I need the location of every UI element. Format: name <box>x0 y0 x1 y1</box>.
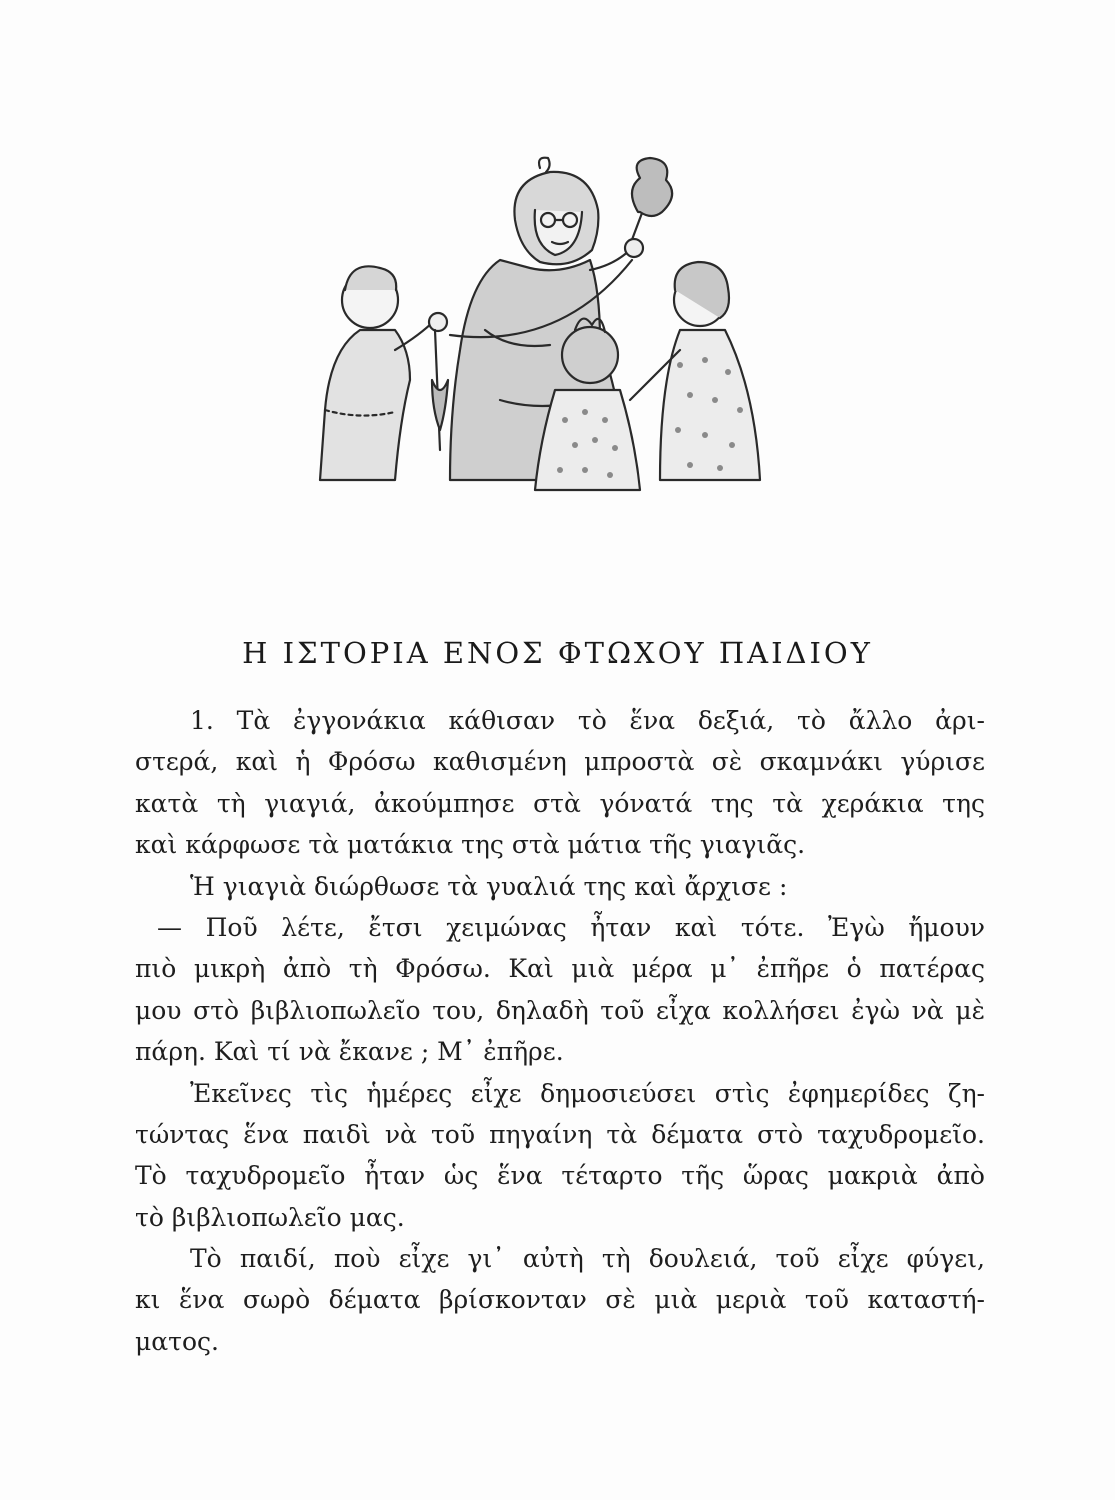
text-line: τὸ βιβλιοπωλεῖο μας. <box>135 1202 405 1232</box>
text-line: — Ποῦ λέτε, ἔτσι χειμώνας ἦταν καὶ τότε. Ἐγὼ ἤμουν <box>157 912 985 942</box>
chapter-title: Η ΙΣΤΟΡΙΑ ΕΝΟΣ ΦΤΩΧΟΥ ΠΑΙΔΙΟΥ <box>242 636 873 671</box>
text-line: ματος. <box>135 1326 219 1356</box>
text-line: Τὸ παιδί, ποὺ εἶχε γι᾿ αὐτὴ τὴ δουλειά, τοῦ εἶχε φύγει, <box>190 1244 985 1274</box>
text-line: τώντας ἕνα παιδὶ νὰ τοῦ πηγαίνη τὰ δέματα στὸ ταχυδρομεῖο. <box>135 1119 985 1149</box>
text-line: στερά, καὶ ἡ Φρόσω καθισμένη μπροστὰ σὲ σκαμνάκι γύρισε <box>135 747 985 777</box>
text-line: πιὸ μικρὴ ἀπὸ τὴ Φρόσω. Καὶ μιὰ μέρα μ᾿ ἐπῆρε ὁ πατέρας <box>135 954 985 984</box>
text-line: Ἡ γιαγιὰ διώρθωσε τὰ γυαλιά της καὶ ἄρχισε : <box>190 871 788 901</box>
illustration-grandmother-children <box>300 150 820 500</box>
text-line: καὶ κάρφωσε τὰ ματάκια της στὰ μάτια τῆς γιαγιᾶς. <box>135 830 806 860</box>
text-line: πάρη. Καὶ τί νὰ ἔκανε ; Μ᾿ ἐπῆρε. <box>135 1037 564 1067</box>
story-text <box>135 700 985 1362</box>
text-line: Τὸ ταχυδρομεῖο ἦταν ὡς ἕνα τέταρτο τῆς ὥρας μακριὰ ἀπὸ <box>135 1161 985 1191</box>
illustration-drawing <box>300 150 820 500</box>
text-line: κι ἕνα σωρὸ δέματα βρίσκονταν σὲ μιὰ μεριὰ τοῦ καταστή- <box>135 1285 985 1315</box>
text-line: κατὰ τὴ γιαγιά, ἀκούμπησε στὰ γόνατά της τὰ χεράκια της <box>135 788 985 818</box>
text-line: μου στὸ βιβλιοπωλεῖο του, δηλαδὴ τοῦ εἶχα κολλήσει ἐγὼ νὰ μὲ <box>135 995 985 1025</box>
text-line: 1. Τὰ ἐγγονάκια κάθισαν τὸ ἕνα δεξιά, τὸ ἄλλο ἀρι- <box>190 706 985 735</box>
text-line: Ἐκεῖνες τὶς ἡμέρες εἶχε δημοσιεύσει στὶς ἐφημερίδες ζη- <box>190 1078 985 1108</box>
